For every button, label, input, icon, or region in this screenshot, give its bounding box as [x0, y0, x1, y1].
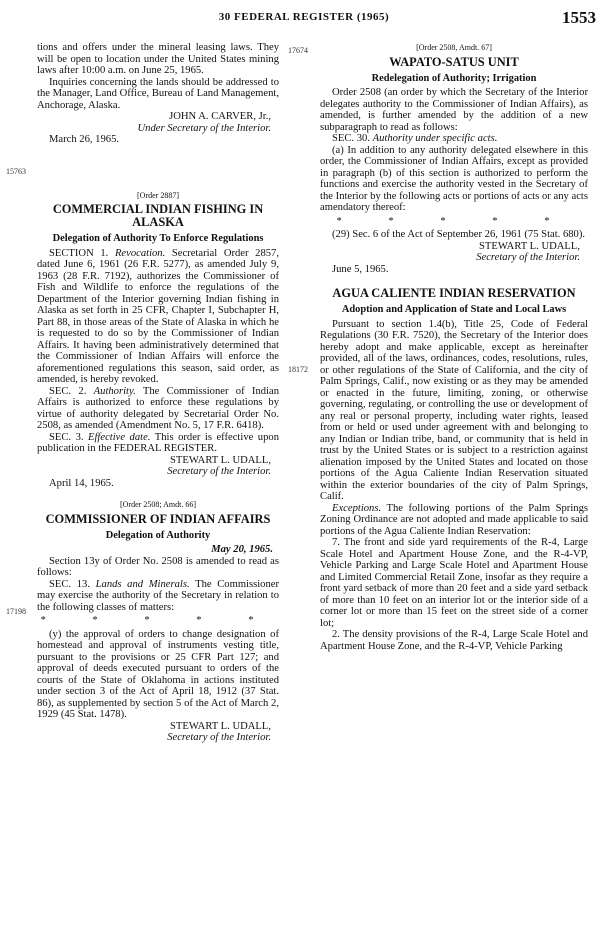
left-column [37, 42, 279, 744]
section-heading: AGUA CALIENTE INDIAN RESERVATION [332, 286, 576, 300]
document-date: March 26, 1965. [49, 134, 120, 145]
margin-mark: 17198 [6, 607, 26, 616]
signature-title: Secretary of the Interior. [167, 466, 271, 477]
signature-name: STEWART L. UDALL, [479, 240, 580, 252]
section-heading: COMMERCIAL INDIAN FISHING IN ALASKA [52, 202, 264, 229]
paragraph: SEC. 2. Authority. The Commissioner of Indian Affairs is authorized to enforce these regulations by virtue of authority delegated by Secretarial Order No. 2508, as amended (Amendment No. 5, 17 F.R. 6418). [37, 385, 279, 431]
paragraph: Pursuant to section 1.4(b), Title 25, Code of Federal Regulations (30 F.R. 7520), the Secretary of the Interior does hereby adopt and make applicable, except as hereinafter provided, all of the laws, ordinances, codes, resolutions, rules, or other regulations of the State of California, and the city of Palm Springs, Calif., now existing or as they may be amended or enacted in the future, limiting, zoning, or otherwise governing, regulating, or controlling the use or development of any real or personal property, including water rights, leased from or held or used under agreement with and belonging to any Indian or Indian tribe, band, or community that is held in trust by the United States or is subject to a restriction against alienation imposed by the United States and located on those portions of the Agua Caliente Indian Reservation situated within the exterior boundaries of the city of Palm Springs, Calif. [320, 318, 588, 502]
running-title: 30 FEDERAL REGISTER (1965) [218, 11, 390, 23]
section-heading: COMMISSIONER OF INDIAN AFFAIRS [45, 511, 271, 526]
signature-name: STEWART L. UDALL, [170, 720, 271, 732]
page-number: 1553 [562, 8, 596, 27]
order-number: [Order 2508, Amdt. 67] [416, 43, 492, 52]
paragraph: Order 2508 (an order by which the Secretary of the Interior delegates authority to the Commissioner of Indian Affairs), as amended, is further amended by the addition of a new subparagraph to read as follows: [320, 87, 588, 133]
signature-name: STEWART L. UDALL, [170, 454, 271, 466]
order-date: May 20, 1965. [211, 544, 273, 555]
signature-title: Secretary of the Interior. [167, 732, 271, 743]
section-subheading: Redelegation of Authority; Irrigation [371, 72, 537, 84]
order-number: [Order 2508; Amdt. 66] [120, 500, 196, 509]
paragraph: SEC. 13. Lands and Minerals. The Commissioner may exercise the authority of the Secretary in relation to the following classes of matters: [37, 578, 280, 613]
paragraph: (y) the approval of orders to change designation of homestead and approval of instruments vesting title, pursuant to the provisions or 25 CFR Part 127; and approval of deeds executed pursuant to orders of the courts of the State of Oklahoma in actions instituted under section 3 of the Act of April 18, 1912 (37 Stat. 86), as supplemented by section 5 of the Act of March 2, 1929 (45 Stat. 1478). [37, 628, 279, 720]
signature-title: Secretary of the Interior. [476, 252, 580, 263]
signature-title: Under Secretary of the Interior. [137, 122, 271, 134]
paragraph: Section 13y of Order No. 2508 is amended to read as follows: [37, 555, 279, 578]
paragraph: SECTION 1. Revocation. Secretarial Order 2857, dated June 6, 1961 (26 F.R. 5277), as amended July 9, 1963 (28 F.R. 7192), authorizes the Commissioner of Fish and Wildlife to enforce the regulations of the Department of the Interior governing Indian fishing in Alaska as set forth in 25 CFR, Chapter I, Subchapter H, Part 88, in those areas of the State of Alaska in which he is requested to do so by the Commissioner of Indian Affairs. It having been administratively determined that the Commissioner of Indian Affairs will enforce the aforementioned regulations this season, said order, as amended, is hereby revoked. [37, 247, 279, 385]
omission-stars: * * * * * [40, 615, 276, 626]
paragraph: 2. The density provisions of the R-4, Large Scale Hotel and Apartment House Zone, and the R-4-VP, Vehicle Parking [320, 629, 588, 652]
paragraph: (a) In addition to any authority delegated elsewhere in this order, the Commissioner of Indian Affairs, except as provided in paragraph (b) of this section is authorized to perform the functions and exercise the authority vested in the Secretary of the Interior by the following acts or portions of acts or any acts amendatory thereof: [320, 144, 588, 213]
document-date: April 14, 1965. [49, 477, 114, 489]
paragraph: SEC. 3. Effective date. This order is effective upon publication in the FEDERAL REGISTER. [37, 431, 279, 454]
paragraph: (29) Sec. 6 of the Act of September 26, 1961 (75 Stat. 680). [332, 229, 586, 240]
document-date: June 5, 1965. [332, 263, 389, 275]
section-heading: WAPATO-SATUS UNIT [389, 54, 519, 69]
paragraph: SEC. 30. Authority under specific acts. [332, 133, 498, 144]
margin-mark: 17674 [288, 46, 308, 55]
paragraph: Exceptions. The following portions of the Palm Springs Zoning Ordinance are not adopted and made applicable to said portions of the Agua Caliente Indian Reservation: [320, 502, 588, 537]
paragraph: tions and offers under the mineral leasing laws. They will be open to location under the United States mining laws after 10:00 a.m. on June 25, 1965. [37, 42, 279, 76]
margin-mark: 18172 [288, 365, 308, 374]
paragraph: 7. The front and side yard requirements of the R-4, Large Scale Hotel and Apartment House Zone, and the R-4-VP, Vehicle Parking and Large Scale Hotel and Apartment House and Limited Commercial Retail Zone, insofar as they require a front yard setback of more than 20 feet and a side yard setback of more than 10 feet on an interior lot or the interior side of a corner lot or more than 15 feet on the street side of a corner lot; [320, 537, 588, 629]
right-column [320, 42, 588, 652]
order-number: [Order 2887] [137, 190, 179, 200]
page-header [0, 10, 608, 32]
section-subheading: Adoption and Application of State and Local Laws [341, 304, 567, 315]
margin-mark: 15763 [6, 167, 26, 176]
omission-stars: * * * * * [336, 215, 572, 227]
section-subheading: Delegation of Authority [105, 529, 211, 541]
section-subheading: Delegation of Authority To Enforce Regulations [52, 233, 264, 244]
paragraph: Inquiries concerning the lands should be addressed to the Manager, Land Office, Bureau of Land Management, Anchorage, Alaska. [37, 76, 279, 111]
signature-name: JOHN A. CARVER, Jr., [169, 111, 271, 122]
